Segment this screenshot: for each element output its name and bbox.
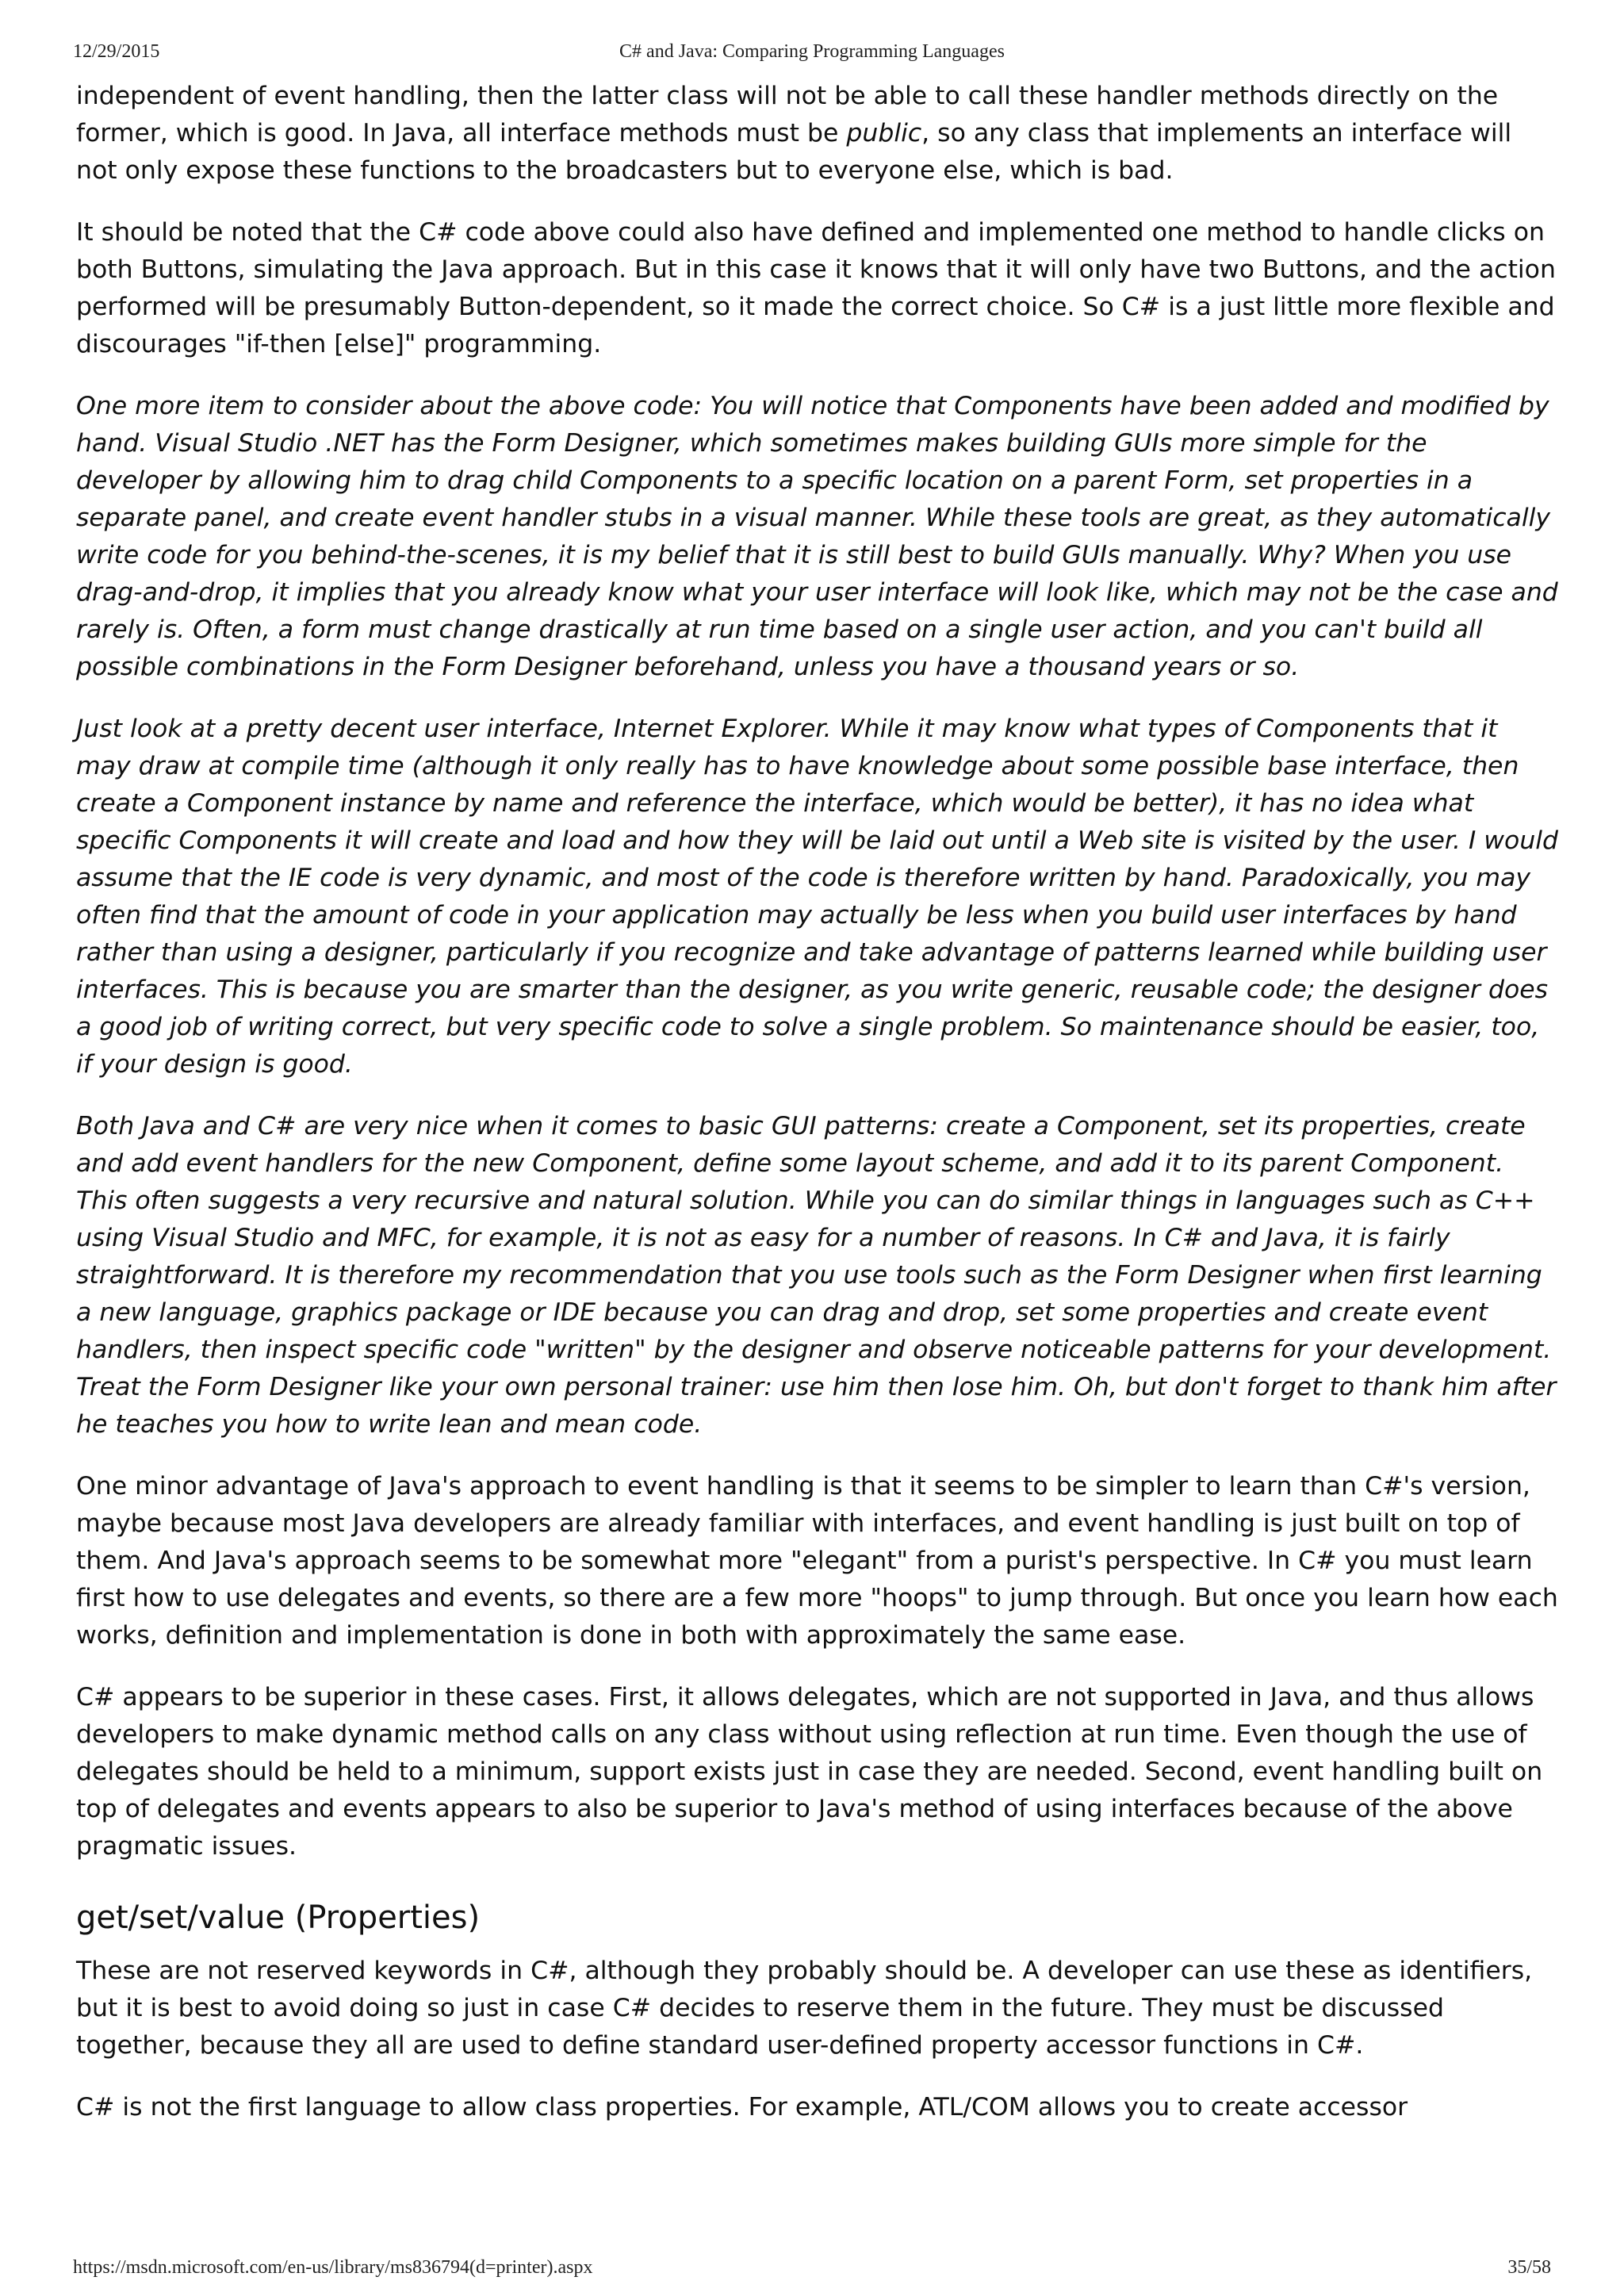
paragraph-class-properties: C# is not the first language to allow class properties. For example, ATL/COM allows you to create accessor <box>76 2093 1408 2122</box>
header-title: C# and Java: Comparing Programming Languages <box>619 41 1005 62</box>
paragraph-text: independent of event handling, then the latter class will not be able to call these handler methods directly on the former, which is good. In Java, all interface methods must be <box>76 82 1499 148</box>
paragraph-gui-patterns: Both Java and C# are very nice when it comes to basic GUI patterns: create a Component, set its properties, create and add event handlers for the new Component, define some layout scheme, and add it to its parent Component. This often suggests a very recursive and natural solution. While you can do similar things in languages such as C++ using Visual Studio and MFC, for example, it is not as easy for a number of reasons. In C# and Java, it is fairly straightforward. It is therefore my recommendation that you use tools such as the Form Designer when first learning a new language, graphics package or IDE because you can drag and drop, set some properties and create event handlers, then inspect specific code "written" by the designer and observe noticeable patterns for your development. Treat the Form Designer like your own personal trainer: use him then lose him. Oh, but don't forget to thank him after he teaches you how to write lean and mean code. <box>76 1112 1557 1439</box>
paragraph-interface-visibility <box>76 78 1559 190</box>
footer-page-number: 35/58 <box>1507 2257 1551 2278</box>
footer-url: https://msdn.microsoft.com/en-us/library/ms836794(d=printer).aspx <box>73 2257 593 2278</box>
paragraph-single-handler: It should be noted that the C# code above could also have defined and implemented one method to handle clicks on both Buttons, simulating the Java approach. But in this case it knows that it will only have two Buttons, and the action performed will be presumably Button-dependent, so it made the correct choice. So C# is a just little more flexible and discourages "if-then [else]" programming. <box>76 218 1556 358</box>
paragraph-csharp-superior: C# appears to be superior in these cases. First, it allows delegates, which are not supported in Java, and thus allows developers to make dynamic method calls on any class without using reflection at run time. Even though the use of delegates should be held to a minimum, support exists just in case they are needed. Second, event handling built on top of delegates and events appears to also be superior to Java's method of using interfaces because of the above pragmatic issues. <box>76 1683 1543 1861</box>
public-keyword: public <box>846 119 922 148</box>
paragraph-internet-explorer: Just look at a pretty decent user interface, Internet Explorer. While it may know what types of Components that it may draw at compile time (although it only really has to have knowledge about some possible base interface, then create a Component instance by name and reference the interface, which would be better), it has no idea what specific Components it will create and load and how they will be laid out until a Web site is visited by the user. I would assume that the IE code is very dynamic, and most of the code is therefore written by hand. Paradoxically, you may often find that the amount of code in your application may actually be less when you build user interfaces by hand rather than using a designer, particularly if you recognize and take advantage of patterns learned while building user interfaces. This is because you are smarter than the designer, as you write generic, reusable code; the designer does a good job of writing correct, but very specific code to solve a single problem. So maintenance should be easier, too, if your design is good. <box>76 715 1559 1079</box>
paragraph-text: , so any class that implements an interface will not only expose these functions to the broadcasters but to everyone else, which is bad. <box>76 119 1512 185</box>
paragraph-form-designer: One more item to consider about the above code: You will notice that Components have been added and modified by hand. Visual Studio .NET has the Form Designer, which sometimes makes building GUIs more simple for the developer by allowing him to drag child Components to a specific location on a parent Form, set properties in a separate panel, and create event handler stubs in a visual manner. While these tools are great, as they automatically write code for you behind-the-scenes, it is my belief that it is still best to build GUIs manually. Why? When you use drag-and-drop, it implies that you already know what your user interface will look like, which may not be the case and rarely is. Often, a form must change drastically at run time based on a single user action, and you can't build all possible combinations in the Form Designer beforehand, unless you have a thousand years or so. <box>76 392 1558 681</box>
paragraph-java-advantage: One minor advantage of Java's approach to event handling is that it seems to be simpler to learn than C#'s version, maybe because most Java developers are already familiar with interfaces, and event handling is just built on top of them. And Java's approach seems to be somewhat more "elegant" from a purist's perspective. In C# you must learn first how to use delegates and events, so there are a few more "hoops" to jump through. But once you learn how each works, definition and implementation is done in both with approximately the same ease. <box>76 1472 1558 1650</box>
paragraph-reserved-keywords: These are not reserved keywords in C#, although they probably should be. A developer can use these as identifiers, but it is best to avoid doing so just in case C# decides to reserve them in the future. They must be discussed together, because they all are used to define standard user-defined property accessor functions in C#. <box>76 1957 1533 2060</box>
header-date: 12/29/2015 <box>73 41 160 62</box>
article-body <box>76 78 1559 2151</box>
section-heading-properties: get/set/value (Properties) <box>76 1899 481 1936</box>
